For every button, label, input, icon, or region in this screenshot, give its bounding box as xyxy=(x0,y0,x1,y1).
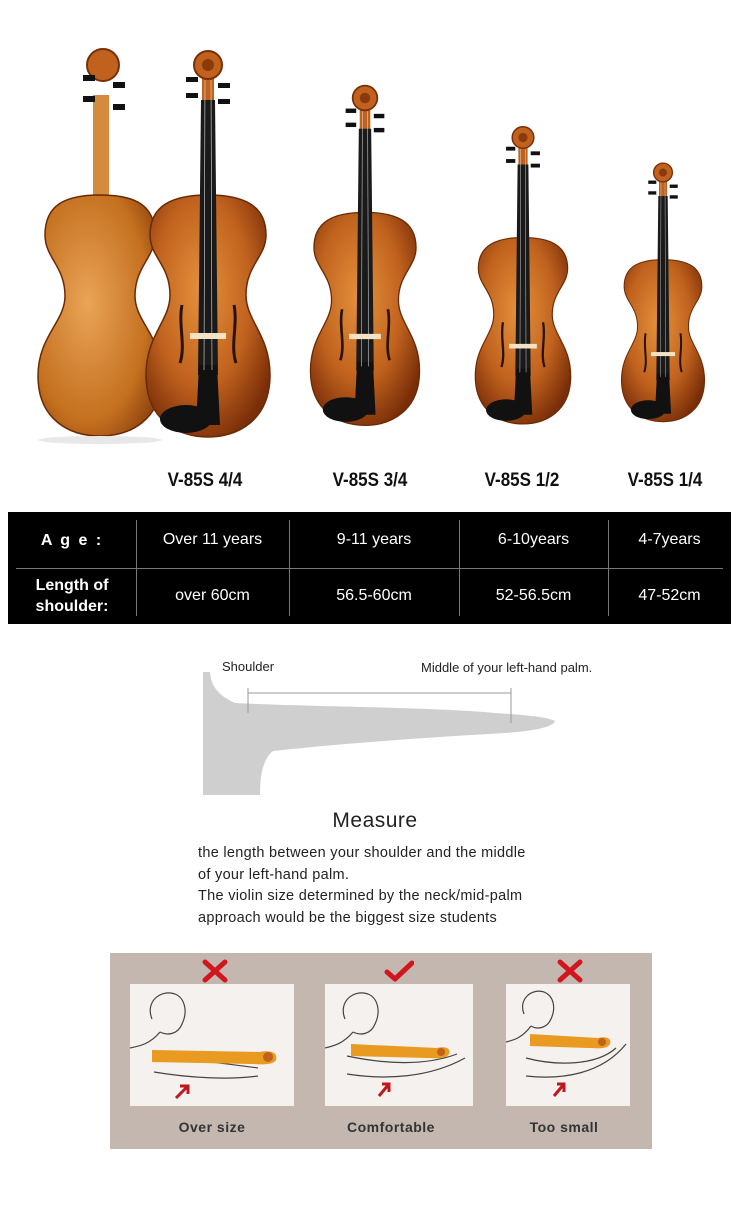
comfortable-illustration xyxy=(325,984,473,1106)
violin-3-4 xyxy=(310,86,419,426)
posture-card-toosmall xyxy=(506,984,630,1106)
measure-title: Measure xyxy=(332,809,418,832)
oversize-illustration xyxy=(130,984,294,1106)
measure-description xyxy=(198,843,618,929)
length-cell: 56.5-60cm xyxy=(336,587,412,604)
age-cell: 6-10years xyxy=(497,531,570,548)
check-icon xyxy=(384,958,414,984)
posture-card-oversize xyxy=(130,984,294,1106)
violin-4-4 xyxy=(146,51,270,437)
shoulder-label: Shoulder xyxy=(222,659,275,674)
caption-comfortable: Comfortable xyxy=(347,1119,435,1135)
length-header-line1: Length of xyxy=(35,577,109,594)
table-row-length xyxy=(8,568,731,624)
age-header: A g e : xyxy=(40,531,104,549)
posture-card-comfortable xyxy=(325,984,473,1106)
posture-panel xyxy=(110,953,652,1149)
desc-line: the length between your shoulder and the middle xyxy=(198,845,526,861)
desc-line: of your left-hand palm. xyxy=(198,866,350,883)
desc-line: The violin size determined by the neck/mid-palm xyxy=(198,888,523,904)
size-table xyxy=(8,512,731,624)
toosmall-illustration xyxy=(506,984,630,1106)
length-cell: 52-56.5cm xyxy=(495,587,572,604)
age-cell: 4-7years xyxy=(638,531,701,548)
model-label: V-85S 1/4 xyxy=(627,468,703,491)
table-row-age xyxy=(8,512,731,568)
length-cell: 47-52cm xyxy=(638,587,701,604)
caption-toosmall: Too small xyxy=(529,1119,599,1135)
model-label: V-85S 3/4 xyxy=(332,468,408,491)
violin-1-2 xyxy=(475,127,570,424)
violin-1-4 xyxy=(621,163,704,422)
cross-icon xyxy=(200,958,230,984)
age-cell: Over 11 years xyxy=(162,531,263,548)
length-header xyxy=(8,568,136,624)
model-label: V-85S 4/4 xyxy=(167,468,243,491)
cross-icon xyxy=(555,958,585,984)
length-cell: over 60cm xyxy=(175,587,250,604)
model-label: V-85S 1/2 xyxy=(484,468,560,491)
palm-label: Middle of your left-hand palm. xyxy=(421,660,593,675)
age-cell: 9-11 years xyxy=(336,531,412,548)
desc-line: approach would be the biggest size students xyxy=(198,909,498,926)
length-header-line2: shoulder: xyxy=(35,598,109,615)
arm-measure-diagram xyxy=(195,655,575,805)
caption-oversize: Over size xyxy=(178,1119,246,1135)
violin-back-4-4 xyxy=(38,49,162,444)
violins-image xyxy=(0,0,750,450)
